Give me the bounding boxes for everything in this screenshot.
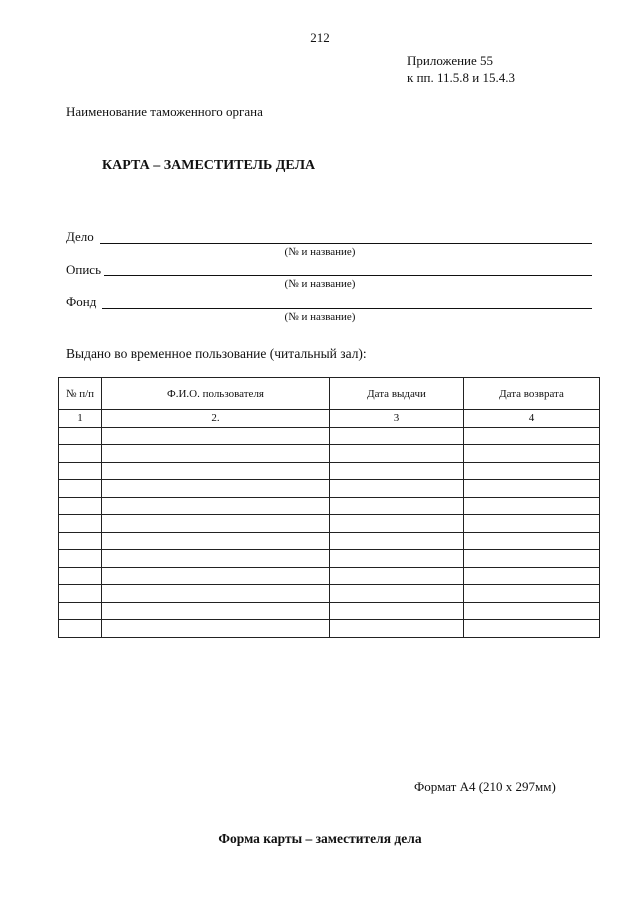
table-cell[interactable] xyxy=(102,462,330,480)
table-cell[interactable] xyxy=(59,532,102,550)
table-cell[interactable] xyxy=(330,550,464,568)
table-row xyxy=(59,550,600,568)
table-cell[interactable] xyxy=(102,515,330,533)
table-row xyxy=(59,585,600,603)
table-cell[interactable] xyxy=(330,620,464,638)
table-cell[interactable] xyxy=(102,550,330,568)
table-cell[interactable] xyxy=(59,585,102,603)
field-opis-hint: (№ и название) xyxy=(284,278,356,290)
table-cell[interactable] xyxy=(59,462,102,480)
table-cell[interactable] xyxy=(330,515,464,533)
table-cell[interactable] xyxy=(330,532,464,550)
table-cell[interactable] xyxy=(330,567,464,585)
table-cell[interactable] xyxy=(330,427,464,445)
customs-authority-label: Наименование таможенного органа xyxy=(66,104,263,119)
table-cell[interactable] xyxy=(59,497,102,515)
column-number-cell: 1 xyxy=(59,410,102,428)
table-cell[interactable] xyxy=(464,550,600,568)
page-number: 212 xyxy=(310,30,330,45)
header-number: № п/п xyxy=(59,378,102,410)
table-cell[interactable] xyxy=(464,515,600,533)
table-row xyxy=(59,497,600,515)
column-number-cell: 2. xyxy=(102,410,330,428)
table-cell[interactable] xyxy=(59,567,102,585)
table-cell[interactable] xyxy=(330,497,464,515)
table-cell[interactable] xyxy=(464,480,600,498)
header-return-date: Дата возврата xyxy=(464,378,600,410)
table-cell[interactable] xyxy=(59,515,102,533)
field-delo-line[interactable] xyxy=(100,243,592,244)
form-caption: Форма карты – заместителя дела xyxy=(218,831,422,846)
table-cell[interactable] xyxy=(59,480,102,498)
field-fond-line[interactable] xyxy=(102,308,592,309)
table-row xyxy=(59,532,600,550)
table-row xyxy=(59,620,600,638)
table-row xyxy=(59,445,600,463)
header-issue-date: Дата выдачи xyxy=(330,378,464,410)
table-cell[interactable] xyxy=(59,427,102,445)
appendix-line-1: Приложение 55 xyxy=(407,53,494,68)
column-number-row xyxy=(59,410,600,428)
table-row xyxy=(59,480,600,498)
issue-table xyxy=(58,377,600,638)
table-cell[interactable] xyxy=(59,445,102,463)
column-number-cell: 3 xyxy=(330,410,464,428)
header-user-name: Ф.И.О. пользователя xyxy=(102,378,330,410)
field-opis-label: Опись xyxy=(66,262,102,277)
column-number-cell: 4 xyxy=(464,410,600,428)
table-cell[interactable] xyxy=(464,602,600,620)
table-cell[interactable] xyxy=(464,462,600,480)
table-cell[interactable] xyxy=(102,620,330,638)
table-cell[interactable] xyxy=(330,462,464,480)
table-cell[interactable] xyxy=(330,480,464,498)
table-row xyxy=(59,602,600,620)
table-header-row xyxy=(59,378,600,410)
issued-label: Выдано во временное пользование (читальный зал): xyxy=(66,346,367,361)
table-row xyxy=(59,515,600,533)
field-fond-hint: (№ и название) xyxy=(284,311,356,323)
table-cell[interactable] xyxy=(464,427,600,445)
card-title: КАРТА – ЗАМЕСТИТЕЛЬ ДЕЛА xyxy=(102,158,316,173)
table-cell[interactable] xyxy=(330,445,464,463)
table-cell[interactable] xyxy=(59,620,102,638)
table-cell[interactable] xyxy=(102,567,330,585)
field-fond-label: Фонд xyxy=(66,294,97,309)
table-cell[interactable] xyxy=(330,585,464,603)
appendix-line-2: к пп. 11.5.8 и 15.4.3 xyxy=(407,70,515,85)
table-cell[interactable] xyxy=(102,585,330,603)
table-cell[interactable] xyxy=(464,585,600,603)
format-note: Формат А4 (210 х 297мм) xyxy=(414,779,556,794)
table-cell[interactable] xyxy=(464,532,600,550)
table-cell[interactable] xyxy=(102,480,330,498)
appendix-reference xyxy=(407,52,515,86)
field-delo-hint: (№ и название) xyxy=(284,246,356,258)
table-cell[interactable] xyxy=(330,602,464,620)
table-cell[interactable] xyxy=(102,497,330,515)
table-cell[interactable] xyxy=(102,445,330,463)
table-cell[interactable] xyxy=(464,497,600,515)
table-cell[interactable] xyxy=(464,567,600,585)
table-cell[interactable] xyxy=(102,532,330,550)
table-cell[interactable] xyxy=(464,620,600,638)
table-cell[interactable] xyxy=(464,445,600,463)
table-row xyxy=(59,567,600,585)
field-opis-line[interactable] xyxy=(104,275,592,276)
field-delo-label: Дело xyxy=(66,229,94,244)
table-cell[interactable] xyxy=(102,427,330,445)
table-row xyxy=(59,427,600,445)
table-cell[interactable] xyxy=(59,602,102,620)
table-cell[interactable] xyxy=(59,550,102,568)
table-row xyxy=(59,462,600,480)
table-cell[interactable] xyxy=(102,602,330,620)
